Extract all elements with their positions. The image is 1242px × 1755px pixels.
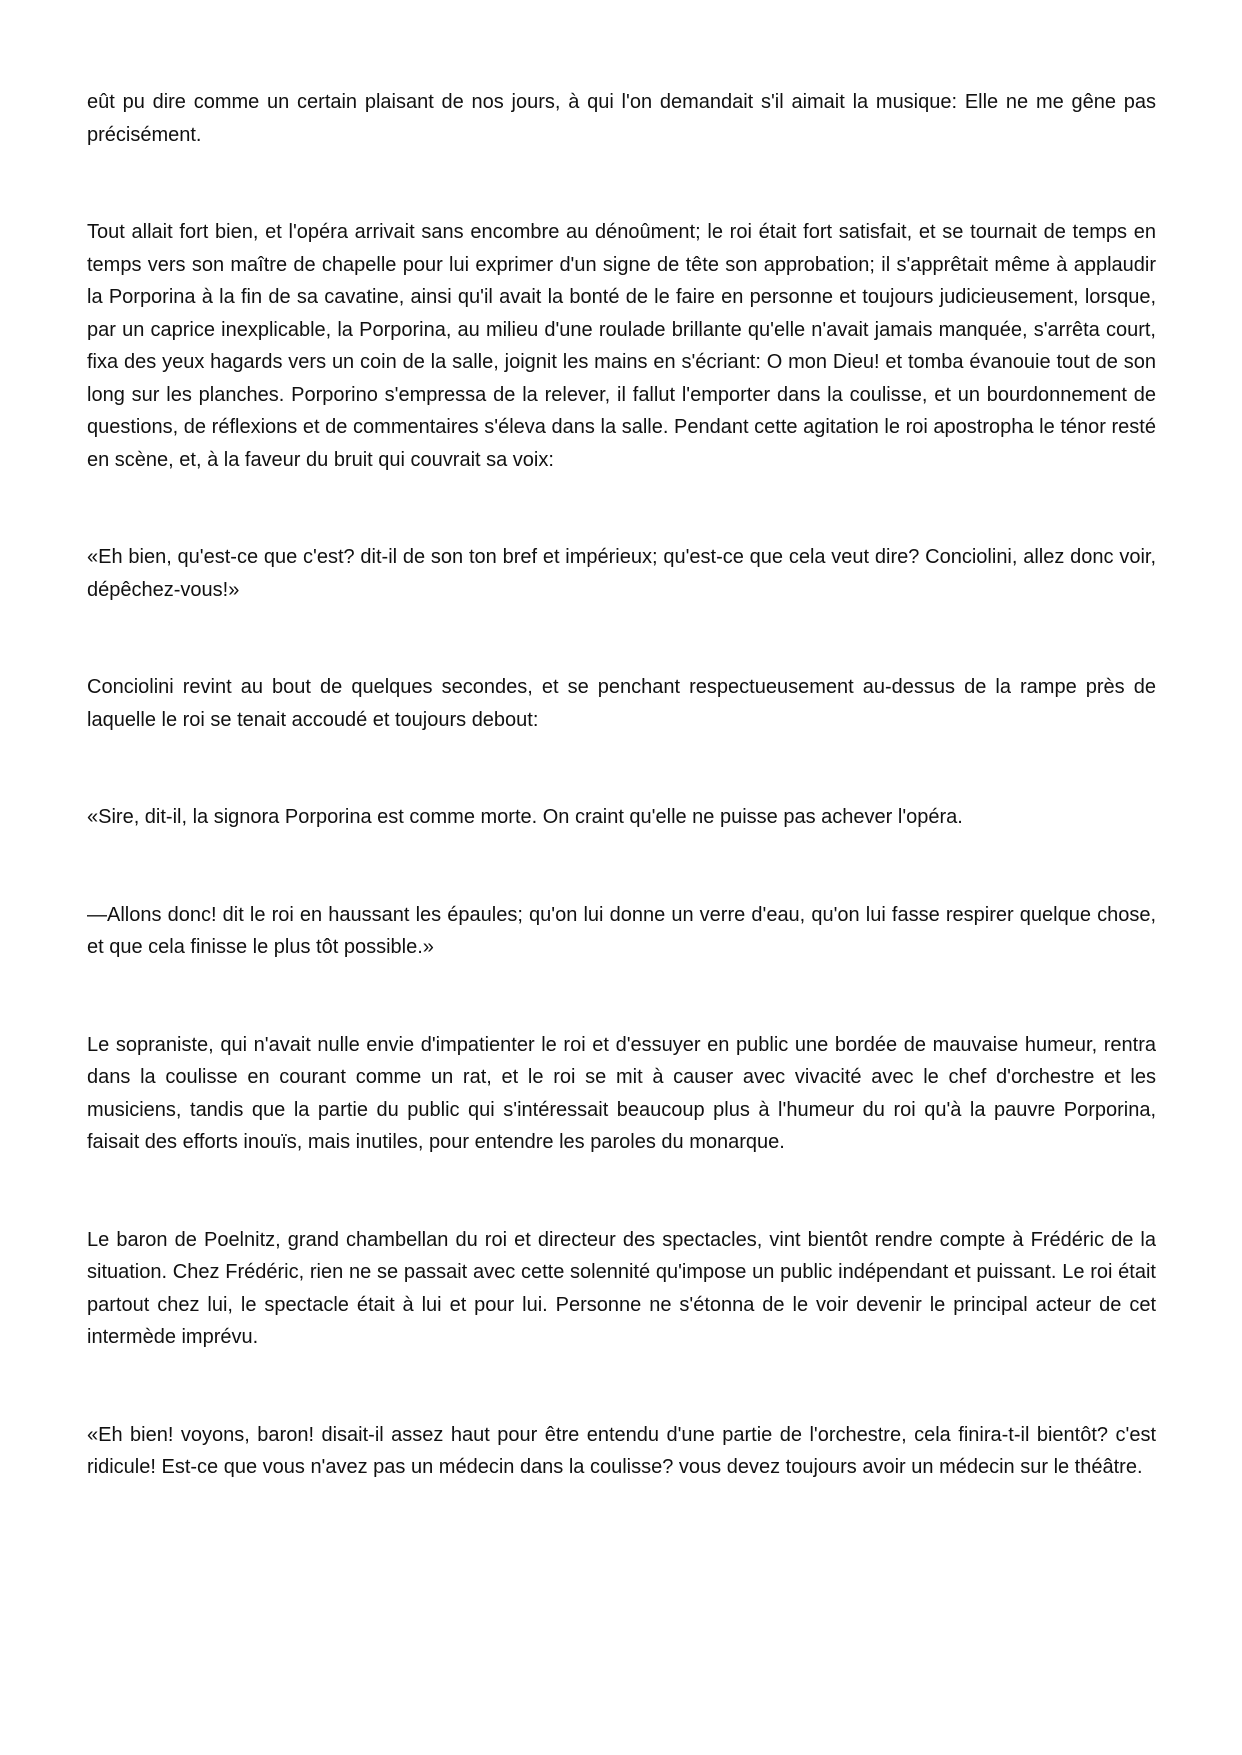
paragraph-baron-poelnitz: Le baron de Poelnitz, grand chambellan du roi et directeur des spectacles, vint bientôt rendre compte à Frédéric de la situation. Chez Frédéric, rien ne se passait avec cette solennité qu'impose un public indépendant et puissant. Le roi était partout chez lui, le spectacle était à lui et pour lui. Personne ne s'étonna de le voir devenir le principal acteur de cet intermède imprévu.	[87, 1228, 1156, 1348]
paragraph-continuation: eût pu dire comme un certain plaisant de nos jours, à qui l'on demandait s'il aimait la musique: Elle ne me gêne pas précisément.	[87, 91, 1156, 146]
paragraph-king-question: «Eh bien, qu'est-ce que c'est? dit-il de son ton bref et impérieux; qu'est-ce que cela veut dire? Conciolini, allez donc voir, dépêchez-vous!»	[87, 546, 1156, 601]
paragraph-sopraniste: Le sopraniste, qui n'avait nulle envie d'impatienter le roi et d'essuyer en public une bordée de mauvaise humeur, rentra dans la coulisse en courant comme un rat, et le roi se mit à causer avec vivacité avec le chef d'orchestre et les musiciens, tandis que la partie du public qui s'intéressait beaucoup plus à l'humeur du roi qu'à la pauvre Porporina, faisait des efforts inouïs, mais inutiles, pour entendre les paroles du monarque.	[87, 1033, 1156, 1153]
paragraph-conciolini-returns: Conciolini revint au bout de quelques secondes, et se penchant respectueusement au-dessus de la rampe près de laquelle le roi se tenait accoudé et toujours debout:	[87, 676, 1156, 731]
paragraph-opera-incident: Tout allait fort bien, et l'opéra arrivait sans encombre au dénoûment; le roi était fort satisfait, et se tournait de temps en temps vers son maître de chapelle pour lui exprimer d'un signe de tête son approbation; il s'apprêtait même à applaudir la Porporina à la fin de sa cavatine, ainsi qu'il avait la bonté de le faire en personne et toujours judicieusement, lorsque, par un caprice inexplicable, la Porporina, au milieu d'une roulade brillante qu'elle n'avait jamais manquée, s'arrêta court, fixa des yeux hagards vers un coin de la salle, joignit les mains en s'écriant: O mon Dieu! et tomba évanouie tout de son long sur les planches. Porporino s'empressa de la relever, il fallut l'emporter dans la coulisse, et un bourdonnement de questions, de réflexions et de commentaires s'éleva dans la salle. Pendant cette agitation le roi apostropha le ténor resté en scène, et, à la faveur du bruit qui couvrait sa voix:	[87, 221, 1156, 471]
paragraph-king-to-baron: «Eh bien! voyons, baron! disait-il assez haut pour être entendu d'une partie de l'orchestre, cela finira-t-il bientôt? c'est ridicule! Est-ce que vous n'avez pas un médecin dans la coulisse? vous devez toujours avoir un médecin sur le théâtre.	[87, 1423, 1156, 1478]
document-page	[87, 86, 1156, 1484]
paragraph-sire-reply: «Sire, dit-il, la signora Porporina est comme morte. On craint qu'elle ne puisse pas achever l'opéra.	[87, 806, 963, 828]
paragraph-king-reply: —Allons donc! dit le roi en haussant les épaules; qu'on lui donne un verre d'eau, qu'on lui fasse respirer quelque chose, et que cela finisse le plus tôt possible.»	[87, 903, 1156, 958]
